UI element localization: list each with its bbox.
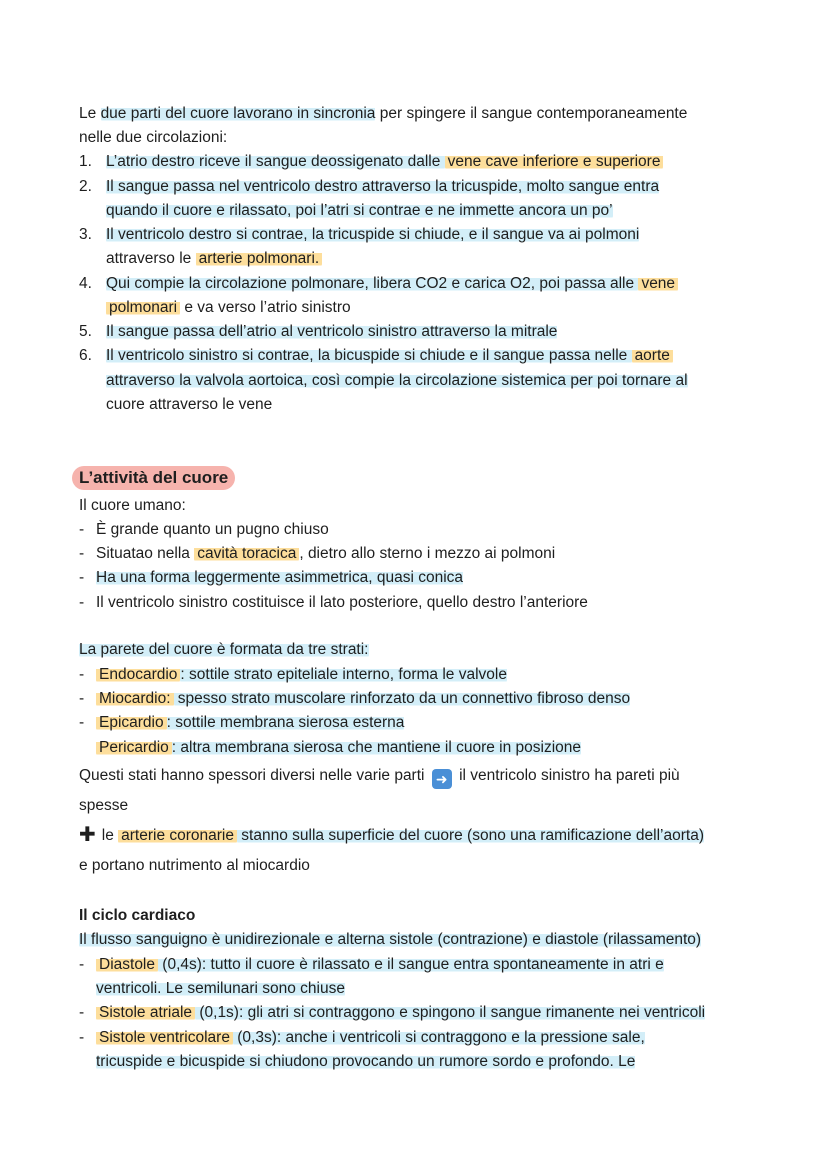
step-number: 4.: [79, 275, 92, 292]
section-heading: L’attività del cuore: [72, 466, 235, 490]
phase-diastole-cont: ventricoli. Le semilunari sono chiuse: [96, 980, 345, 997]
step-5-line: Il sangue passa dell’atrio al ventricolo sinistro attraverso la mitrale: [106, 323, 558, 340]
bullet-dash: -: [79, 690, 85, 707]
bullet-dash: -: [79, 569, 85, 586]
step-6-line-3: cuore attraverso le vene: [106, 396, 273, 413]
bullet-dash: -: [79, 545, 85, 562]
step-number: 1.: [79, 153, 92, 170]
bullet-size: È grande quanto un pugno chiuso: [96, 521, 329, 538]
step-2-line-1: Il sangue passa nel ventricolo destro attraverso la tricuspide, molto sangue entra: [106, 178, 660, 195]
bullet-dash: -: [79, 594, 85, 611]
step-number: 5.: [79, 323, 92, 340]
plus-icon: ✚: [79, 824, 96, 846]
bullet-dash: -: [79, 1029, 85, 1046]
phase-sistole-atriale: Sistole atriale (0,1s): gli atri si contraggono e spingono il sangue rimanente nei ventricoli: [96, 1003, 705, 1023]
layer-miocardio: Miocardio: spesso strato muscolare rinforzato da un connettivo fibroso denso: [96, 689, 630, 709]
step-4-line-2: polmonari e va verso l’atrio sinistro: [106, 298, 351, 318]
step-3-line-2: attraverso le arterie polmonari.: [106, 249, 322, 269]
intro-line-1: Le due parti del cuore lavorano in sincronia per spingere il sangue contemporaneamente: [79, 105, 688, 122]
thickness-line-2: spesse: [79, 797, 129, 814]
heart-intro: Il cuore umano:: [79, 497, 186, 514]
layer-pericardio: Pericardio : altra membrana sierosa che mantiene il cuore in posizione: [96, 738, 581, 758]
step-number: 6.: [79, 347, 92, 364]
layer-endocardio: Endocardio : sottile strato epiteliale interno, forma le valvole: [96, 665, 507, 685]
intro-line-2: nelle due circolazioni:: [79, 129, 228, 146]
phase-sistole-ventricolare-cont: tricuspide e bicuspide si chiudono provocando un rumore sordo e profondo. Le: [96, 1053, 636, 1070]
coronary-line-1: ✚ le arterie coronarie stanno sulla superficie del cuore (sono una ramificazione dell’aorta): [79, 824, 704, 846]
bullet-dash: -: [79, 666, 85, 683]
step-6-line-2: attraverso la valvola aortoica, così compie la circolazione sistemica per poi tornare al: [106, 372, 688, 389]
step-2-line-2: quando il cuore e rilassato, poi l’atri si contrae e ne immette ancora un po’: [106, 202, 613, 219]
bullet-shape: Ha una forma leggermente asimmetrica, quasi conica: [96, 569, 464, 586]
bullet-dash: -: [79, 1004, 85, 1021]
phase-diastole: Diastole (0,4s): tutto il cuore è rilassato e il sangue entra spontaneamente in atri e: [96, 955, 664, 975]
phase-sistole-ventricolare: Sistole ventricolare (0,3s): anche i ventricoli si contraggono e la pressione sale,: [96, 1028, 645, 1048]
cycle-intro: Il flusso sanguigno è unidirezionale e alterna sistole (contrazione) e diastole (rilassamento): [79, 931, 702, 948]
bullet-ventricle: Il ventricolo sinistro costituisce il lato posteriore, quello destro l’anteriore: [96, 594, 588, 611]
bullet-dash: -: [79, 521, 85, 538]
step-number: 2.: [79, 178, 92, 195]
wall-intro: La parete del cuore è formata da tre strati:: [79, 641, 369, 658]
step-6-line-1: Il ventricolo sinistro si contrae, la bicuspide si chiude e il sangue passa nelle aorte: [106, 346, 673, 366]
step-number: 3.: [79, 226, 92, 243]
thickness-line-1: Questi stati hanno spessori diversi nelle varie parti ➜ il ventricolo sinistro ha pareti più: [79, 767, 680, 787]
bullet-dash: -: [79, 956, 85, 973]
cycle-title: Il ciclo cardiaco: [79, 907, 196, 924]
bullet-dash: -: [79, 714, 85, 731]
bullet-location: Situatao nella cavità toracica , dietro allo sterno i mezzo ai polmoni: [96, 545, 556, 562]
step-4-line-1: Qui compie la circolazione polmonare, libera CO2 e carica O2, poi passa alle vene: [106, 274, 678, 294]
coronary-line-2: e portano nutrimento al miocardio: [79, 857, 310, 874]
step-1-line: L’atrio destro riceve il sangue deossigenato dalle vene cave inferiore e superiore: [106, 152, 663, 172]
layer-epicardio: Epicardio : sottile membrana sierosa esterna: [96, 713, 404, 733]
right-arrow-icon: ➜: [432, 769, 452, 789]
step-3-line-1: Il ventricolo destro si contrae, la tricuspide si chiude, e il sangue va ai polmoni: [106, 226, 640, 243]
